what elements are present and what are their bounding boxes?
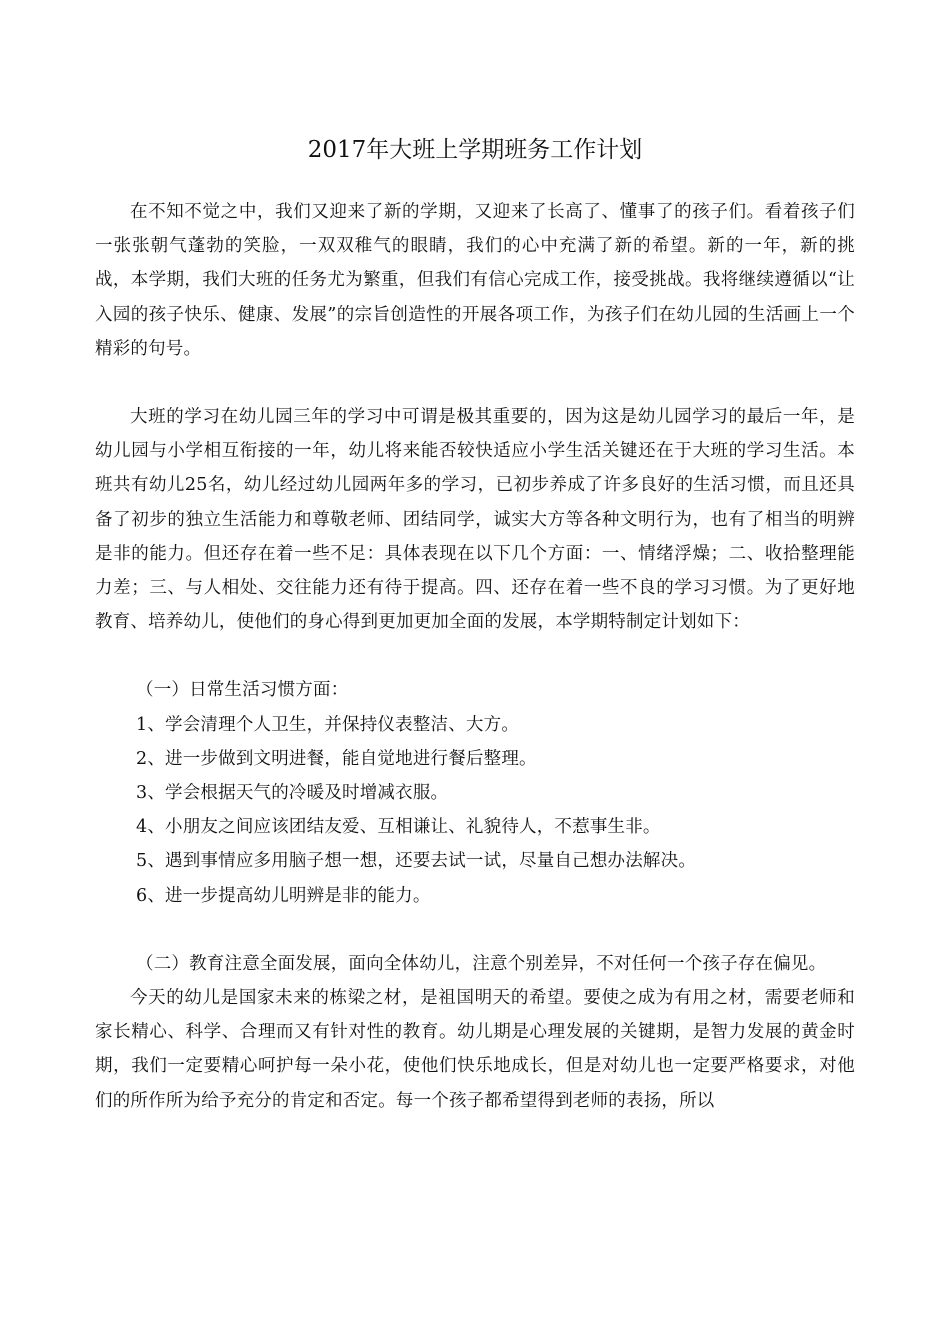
- section2-heading: （二）教育注意全面发展，面向全体幼儿，注意个别差异，不对任何一个孩子存在偏见。: [136, 953, 827, 974]
- analysis-paragraph: 大班的学习在幼儿园三年的学习中可谓是极其重要的，因为这是幼儿园学习的最后一年，是幼儿园与小学相互衔接的一年，幼儿将来能否较快适应小学生活关键还在于大班的学习生活。本班共有幼儿25名，幼儿经过幼儿园两年多的学习，已初步养成了许多良好的生活习惯，而且还具备了初步的独立生活能力和尊敬老师、团结同学，诚实大方等各种文明行为，也有了相当的明辨是非的能力。但还存在着一些不足：具体表现在以下几个方面：一、情绪浮燥；二、收拾整理能力差；三、与人相处、交往能力还有待于提高。四、还存在着一些不良的学习习惯。为了更好地教育、培养幼儿，使他们的身心得到更加更加全面的发展，本学期特制定计划如下：: [95, 407, 855, 633]
- intro-paragraph: 在不知不觉之中，我们又迎来了新的学期，又迎来了长高了、懂事了的孩子们。看着孩子们一张张朝气蓬勃的笑脸，一双双稚气的眼睛，我们的心中充满了新的希望。新的一年，新的挑战，本学期，我们大班的任务尤为繁重，但我们有信心完成工作，接受挑战。我将继续遵循以“让入园的孩子快乐、健康、发展”的宗旨创造性的开展各项工作，为孩子们在幼儿园的生活画上一个精彩的句号。: [95, 202, 855, 359]
- section1-heading: （一）日常生活习惯方面：: [136, 680, 349, 701]
- list-item: 5、遇到事情应多用脑子想一想，还要去试一试，尽量自己想办法解决。: [136, 851, 697, 872]
- document-body: [95, 195, 855, 1118]
- paragraph-gap: [95, 366, 855, 400]
- list-item: 2、进一步做到文明进餐，能自觉地进行餐后整理。: [136, 748, 537, 769]
- list-item: 3、学会根据天气的冷暖及时增减衣服。: [136, 783, 449, 804]
- habit-list: [95, 708, 855, 913]
- section2-paragraph: 今天的幼儿是国家未来的栋梁之材，是祖国明天的希望。要使之成为有用之材，需要老师和家长精心、科学、合理而又有针对性的教育。幼儿期是心理发展的关键期，是智力发展的黄金时期，我们一定要精心呵护每一朵小花，使他们快乐地成长，但是对幼儿也一定要严格要求，对他们的所作所为给予充分的肯定和否定。每一个孩子都希望得到老师的表扬，所以: [95, 988, 855, 1111]
- paragraph-gap: [95, 639, 855, 673]
- list-item: 6、进一步提高幼儿明辨是非的能力。: [136, 885, 431, 906]
- document-title: 2017年大班上学期班务工作计划: [307, 137, 643, 163]
- list-item: 1、学会清理个人卫生，并保持仪表整洁、大方。: [136, 714, 520, 735]
- paragraph-gap: [95, 913, 855, 947]
- list-item: 4、小朋友之间应该团结友爱、互相谦让、礼貌待人，不惹事生非。: [136, 817, 661, 838]
